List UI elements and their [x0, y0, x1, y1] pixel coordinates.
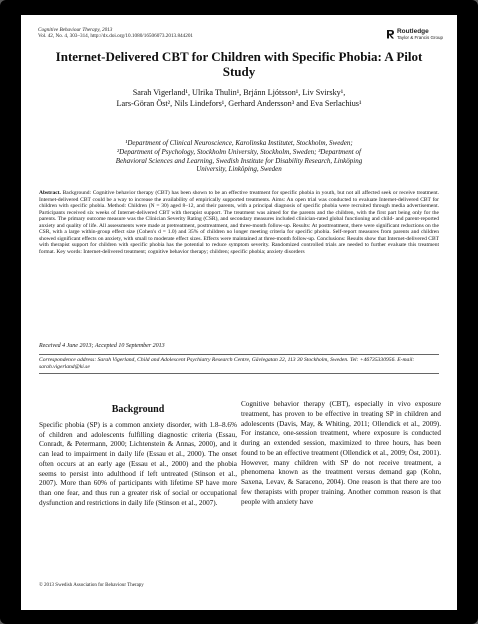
routledge-r-icon	[386, 29, 395, 39]
publisher-logo: Routledge Taylor & Francis Group	[386, 28, 443, 40]
right-column-text: Cognitive behavior therapy (CBT), especially in vivo exposure treatment, has proven to be effective in treating SP in children and adolescents (Davis, May, & Whiting, 2011; Ollendick et al., 2009). For instance, one-session treatment, where exposure is conducted during an extended session, maximized to three hours, has been found to be an effective treatment (Ollendick et al., 2009; Öst, 2001). However, many children with SP do not receive treatment, a phenomena known as the treatment versus demand gap (Kohn, Saxena, Levav, & Saraceno, 2004). One reason is that there are too few therapists with proper training. Another common reason is that people with anxiety have	[241, 400, 441, 506]
abstract: Abstract. Background: Cognitive behavior therapy (CBT) has been shown to be an effective treatment for specific phobia in youth, but not all affected seek or receive treatment. Internet-delivered CBT could be a way to increase the availability of empirically supported treatments. Aims: An open trial was conducted to evaluate Internet-delivered CBT for children with specific phobia. Method: Children (N = 30) aged 8–12, and their parents, with a principal diagnosis of specific phobia were recruited through media advertisement. Participants received six weeks of Internet-delivered CBT with therapist support. The treatment was aimed for the parents and the children, with the first part being only for the parents. The primary outcome measure was the Clinician Severity Rating (CSR), and secondary measures included clinician-rated global functioning and child- and parent-reported anxiety and quality of life. All assessments were made at pretreatment, posttreatment, and three-month follow-up. Results: At posttreatment, there were significant reductions on the CSR, with a large within-group effect size (Cohen's d = 1.0) and 35% of children no longer meeting criteria for specific phobia. Self-report measures from parents and children showed significant effects on anxiety, with small to moderate effect sizes. Effects were maintained at three-month follow-up. Conclusions: Results show that Internet-delivered CBT with therapist support for children with specific phobia has the potential to reduce symptom severity. Randomized controlled trials are needed to further evaluate this treatment format. Key words: Internet-delivered treatment; cognitive behavior therapy; children; specific phobia; anxiety disorders	[39, 190, 440, 255]
paper-title: Internet-Delivered CBT for Children with Specific Phobia: A Pilot Study	[55, 49, 423, 79]
copyright-footer: © 2013 Swedish Association for Behaviour Therapy	[39, 583, 144, 588]
abstract-text: Background: Cognitive behavior therapy (CBT) has been shown to be an effective treatment for specific phobia in youth, but not all affected seek or receive treatment. Internet-delivered CBT could be a way to increase the availability of empirically supported treatments. Aims: An open trial was conducted to evaluate Internet-delivered CBT for children with specific phobia. Method: Children (N = 30) aged 8–12, and their parents, with a principal diagnosis of specific phobia were recruited through media advertisement. Participants received six weeks of Internet-delivered CBT with therapist support. The treatment was aimed for the parents and the children, with the first part being only for the parents. The primary outcome measure was the Clinician Severity Rating (CSR), and secondary measures included clinician-rated global functioning and child- and parent-reported anxiety and quality of life. All assessments were made at pretreatment, posttreatment, and three-month follow-up. Results: At posttreatment, there were significant reductions on the CSR, with a large within-group effect size (Cohen's d = 1.0) and 35% of children no longer meeting criteria for specific phobia. Self-report measures from parents and children showed significant effects on anxiety, with small to moderate effect sizes. Effects were maintained at three-month follow-up. Conclusions: Results show that Internet-delivered CBT with therapist support for children with specific phobia has the potential to reduce symptom severity. Randomized controlled trials are needed to further evaluate this treatment format. Key words: Internet-delivered treatment; cognitive behavior therapy; children; specific phobia; anxiety disorders	[39, 190, 440, 255]
received-dates: Received 4 June 2013; Accepted 10 September 2013	[39, 343, 165, 349]
divider	[39, 373, 439, 374]
correspondence: Correspondence address: Sarah Vigerland, Child and Adolescent Psychiatry Research Centre, Gävlegatan 22, 113 30 Stockholm, Sweden. Tel: +46735330956. E-mail: sarah.vigerland@ki.se	[39, 357, 415, 370]
author-list: Sarah Vigerland¹, Ulrika Thulin¹, Brjánn Ljótsson¹, Liv Svirsky¹, Lars-Göran Öst², Nils Lindefors¹, Gerhard Andersson³ and Eva Serlachius¹	[116, 88, 362, 108]
journal-header	[38, 27, 193, 39]
paper-page	[21, 15, 457, 610]
divider	[39, 354, 439, 355]
section-heading-background: Background	[111, 404, 165, 415]
column-left	[39, 397, 237, 509]
journal-volume: Vol. 42, No. 4, 303–314, http://dx.doi.org/10.1080/16506073.2013.844201	[38, 33, 194, 40]
column-right	[241, 400, 441, 507]
left-column-text: Specific phobia (SP) is a common anxiety disorder, with 1.8–8.6% of children and adolescents fulfilling diagnostic criteria (Essau, Conradt, & Petermann, 2000; Lichtenstein & Annas, 2000), and it can lead to impairment in daily life (Essau et al., 2000). The onset often occurs at an early age (Essau et al., 2000) and the phobia seems to persist into adulthood if left untreated (Stinson et al., 2007). More than 60% of participants with lifetime SP have more than one fear, and thus run a greater risk of social or occupational dysfunction and restrictions in daily life (Stinson et al., 2007).	[39, 420, 237, 507]
affiliations: ¹Department of Clinical Neuroscience, Karolinska Institutet, Stockholm, Sweden; ²Department of Psychology, Stockholm University, Stockholm, Sweden; ³Department of Behavioral Sciences and Learning, Swedish Institute for Disability Research, Linköping University, Linköping, Sweden	[115, 139, 363, 174]
journal-name: Cognitive Behaviour Therapy, 2013	[38, 27, 113, 33]
